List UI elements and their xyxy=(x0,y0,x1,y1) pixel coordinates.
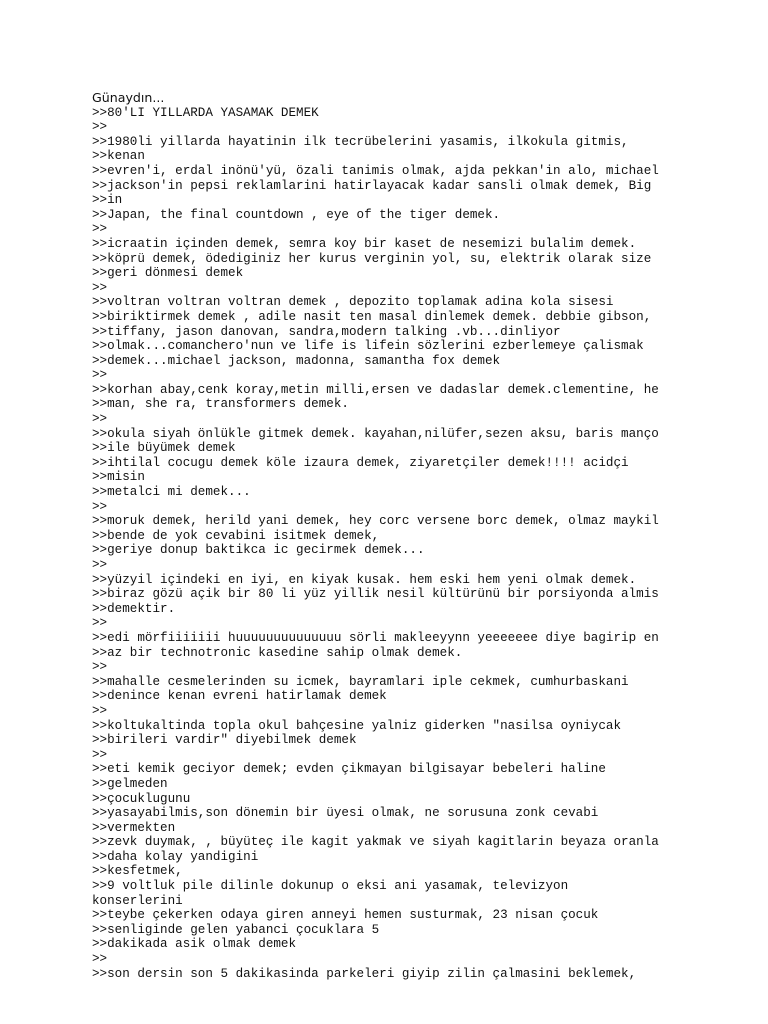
text-line: konserlerini xyxy=(92,893,183,908)
text-line: >> xyxy=(92,747,108,762)
text-line: >>biriktirmek demek , adile nasit ten masal dinlemek demek. debbie gibson, xyxy=(92,309,652,324)
text-line: >>gelmeden xyxy=(92,776,168,791)
text-line: >>denince kenan evreni hatirlamak demek xyxy=(92,689,387,704)
text-line: >>eti kemik geciyor demek; evden çikmayan bilgisayar bebeleri haline xyxy=(92,762,606,777)
text-line: >>kenan xyxy=(92,149,145,164)
text-line: >>Japan, the final countdown , eye of the tiger demek. xyxy=(92,207,501,222)
text-line: >>metalci mi demek... xyxy=(92,485,251,500)
text-line: >>evren'i, erdal inönü'yü, özali tanimis olmak, ajda pekkan'in alo, michael xyxy=(92,163,659,178)
text-line: >>misin xyxy=(92,470,145,485)
text-line: >> xyxy=(92,558,108,572)
greeting-line: Günaydın... xyxy=(92,90,165,105)
text-line: >>daha kolay yandigini xyxy=(92,849,259,864)
text-line: >>geriye donup baktikca ic gecirmek demek... xyxy=(92,543,425,558)
text-line: >>man, she ra, transformers demek. xyxy=(92,397,349,412)
text-line: >>birileri vardir" diyebilmek demek xyxy=(92,733,357,748)
text-line: >>köprü demek, ödediginiz her kurus verginin yol, su, elektrik olarak size xyxy=(92,251,652,266)
text-line: >> xyxy=(92,616,108,631)
text-line: >>ihtilal cocugu demek köle izaura demek, ziyaretçiler demek!!!! acidçi xyxy=(92,455,629,470)
text-line: >>okula siyah önlükle gitmek demek. kayahan,nilüfer,sezen aksu, baris manço xyxy=(92,426,659,441)
text-line: >>çocuklugunu xyxy=(92,791,191,806)
text-line: >> xyxy=(92,280,108,295)
text-line: >>korhan abay,cenk koray,metin milli,ersen ve dadaslar demek.clementine, he xyxy=(92,382,659,397)
text-line: >>dakikada asik olmak demek xyxy=(92,937,297,952)
text-line: >>son dersin son 5 dakikasinda parkeleri giyip zilin çalmasini beklemek, xyxy=(92,966,637,981)
text-lines xyxy=(92,106,752,982)
text-line: >>teybe çekerken odaya giren anneyi hemen susturmak, 23 nisan çocuk xyxy=(92,908,599,923)
text-line: >> xyxy=(92,368,108,383)
text-line: >>ile büyümek demek xyxy=(92,441,236,456)
text-line: >>9 voltluk pile dilinle dokunup o eksi ani yasamak, televizyon xyxy=(92,879,569,894)
text-line: >>koltukaltinda topla okul bahçesine yalniz giderken "nasilsa oyniycak xyxy=(92,718,622,733)
text-line: >>voltran voltran voltran demek , depozito toplamak adina kola sisesi xyxy=(92,295,614,310)
text-line: >>edi mörfiiiiiii huuuuuuuuuuuuuu sörli makleeyynn yeeeeeee diye bagirip en xyxy=(92,630,659,645)
text-line: >>biraz gözü açik bir 80 li yüz yillik nesil kültürünü bir porsiyonda almis xyxy=(92,587,659,602)
text-line: >>jackson'in pepsi reklamlarini hatirlayacak kadar sansli olmak demek, Big xyxy=(92,178,652,193)
text-line: >>mahalle cesmelerinden su icmek, bayramlari iple cekmek, cumhurbaskani xyxy=(92,674,629,689)
text-line: >>senliginde gelen yabanci çocuklara 5 xyxy=(92,922,380,937)
text-line: >> xyxy=(92,660,108,675)
text-line: >>icraatin içinden demek, semra koy bir kaset de nesemizi bulalim demek. xyxy=(92,236,637,251)
text-line: >>az bir technotronic kasedine sahip olmak demek. xyxy=(92,645,463,660)
text-line: >>yüzyil içindeki en iyi, en kiyak kusak. hem eski hem yeni olmak demek. xyxy=(92,572,637,587)
text-line: >> xyxy=(92,952,108,967)
text-line: >>demek...michael jackson, madonna, samantha fox demek xyxy=(92,353,501,368)
text-line: >>olmak...comanchero'nun ve life is lifein sözlerini ezberlemeye çalismak xyxy=(92,339,644,354)
text-line: >>zevk duymak, , büyüteç ile kagit yakmak ve siyah kagitlarin beyaza oranla xyxy=(92,835,659,850)
document-text xyxy=(92,91,752,981)
text-line: >>demektir. xyxy=(92,601,176,616)
text-line: >>vermekten xyxy=(92,820,176,835)
text-line: >>bende de yok cevabini isitmek demek, xyxy=(92,528,380,543)
text-line: >>80'LI YILLARDA YASAMAK DEMEK xyxy=(92,105,319,120)
text-line: >> xyxy=(92,412,108,427)
text-line: >>kesfetmek, xyxy=(92,864,183,879)
text-line: >>in xyxy=(92,193,123,208)
text-line: >>geri dönmesi demek xyxy=(92,266,244,281)
text-line: >> xyxy=(92,222,108,237)
text-line: >> xyxy=(92,703,108,718)
text-line: >>yasayabilmis,son dönemin bir üyesi olmak, ne sorusuna zonk cevabi xyxy=(92,806,599,821)
text-line: >>moruk demek, herild yani demek, hey corc versene borc demek, olmaz maykil xyxy=(92,514,659,529)
text-line: >> xyxy=(92,499,108,514)
text-line: >> xyxy=(92,120,108,135)
text-line: >>1980li yillarda hayatinin ilk tecrübelerini yasamis, ilkokula gitmis, xyxy=(92,134,629,149)
text-line: >>tiffany, jason danovan, sandra,modern talking .vb...dinliyor xyxy=(92,324,561,339)
